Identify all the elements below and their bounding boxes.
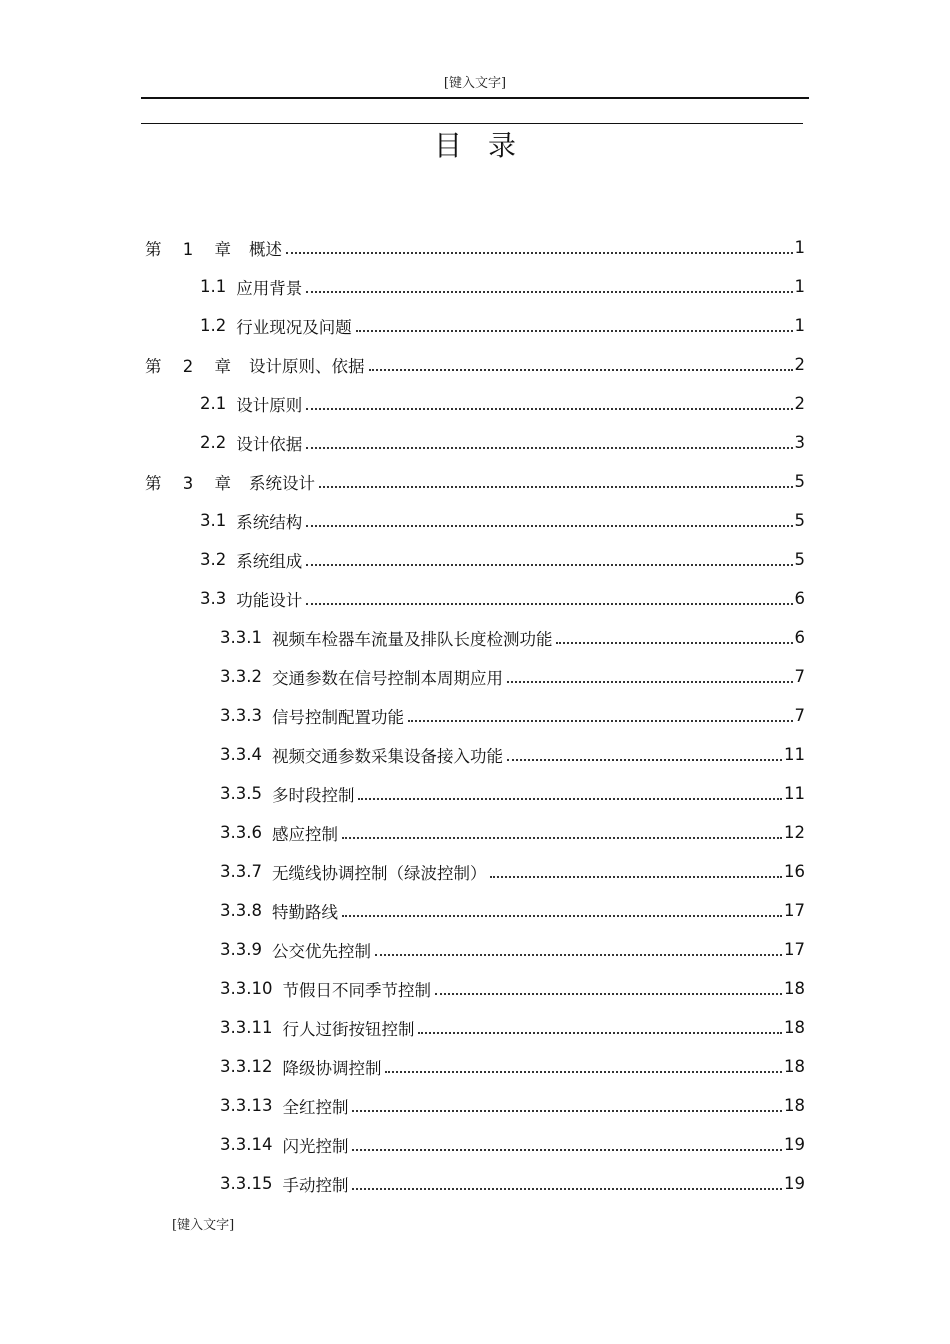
toc-entry-label: 视频交通参数采集设备接入功能 (271, 746, 503, 766)
toc-entry[interactable] (220, 1008, 805, 1047)
toc-dot-leader (375, 954, 782, 956)
toc-entry-number: 2.1 (200, 394, 227, 413)
toc-entry-number: 3.3.13 (220, 1096, 273, 1115)
toc-entry[interactable] (220, 735, 805, 774)
toc-entry[interactable] (200, 423, 805, 462)
toc-dot-leader (356, 330, 793, 332)
toc-entry-number: 3.3.7 (220, 862, 262, 881)
toc-entry-label: 多时段控制 (271, 785, 355, 805)
toc-entry[interactable] (220, 1047, 805, 1086)
toc-entry-number: 3.3.15 (220, 1174, 273, 1193)
toc-entry[interactable] (220, 969, 805, 1008)
toc-entry-page: 1 (794, 316, 805, 335)
toc-entry[interactable] (200, 501, 805, 540)
toc-dot-leader (342, 915, 782, 917)
toc-dot-leader (352, 1188, 782, 1190)
toc-entry-page: 5 (794, 472, 805, 491)
page-footer-placeholder[interactable]: [键入文字] (172, 1218, 235, 1233)
toc-dot-leader (306, 408, 792, 410)
toc-entry-label: 闪光控制 (282, 1136, 349, 1156)
toc-entry-label: 概述 (249, 239, 282, 259)
toc-dot-leader (358, 798, 782, 800)
toc-entry-page: 7 (794, 706, 805, 725)
toc-entry[interactable] (145, 228, 805, 267)
toc-entry-label: 系统组成 (236, 551, 303, 571)
toc-entry-label: 系统结构 (236, 512, 303, 532)
toc-entry-page: 18 (784, 1018, 805, 1037)
toc-dot-leader (408, 720, 793, 722)
toc-entry-number: 第 1 章 (145, 239, 239, 259)
toc-entry-number: 3.3.8 (220, 901, 262, 920)
toc-dot-leader (507, 681, 793, 683)
toc-dot-leader (435, 993, 782, 995)
toc-entry-label: 手动控制 (282, 1175, 349, 1195)
toc-entry-number: 第 2 章 (145, 356, 239, 376)
toc-entry-label: 节假日不同季节控制 (282, 980, 431, 1000)
toc-entry-page: 2 (794, 355, 805, 374)
toc-entry[interactable] (145, 345, 805, 384)
toc-dot-leader (306, 291, 792, 293)
toc-entry-page: 1 (794, 238, 805, 257)
toc-entry-label: 应用背景 (236, 278, 303, 298)
toc-entry-page: 12 (784, 823, 805, 842)
toc-dot-leader (556, 642, 792, 644)
toc-entry-label: 功能设计 (236, 590, 303, 610)
toc-entry[interactable] (220, 696, 805, 735)
toc-entry-number: 3.1 (200, 511, 227, 530)
toc-entry[interactable] (220, 618, 805, 657)
toc-entry-label: 无缆线协调控制（绿波控制） (271, 863, 487, 883)
toc-entry-label: 全红控制 (282, 1097, 349, 1117)
toc-entry-number: 3.3.4 (220, 745, 262, 764)
toc-entry-number: 1.1 (200, 277, 227, 296)
toc-entry-label: 视频车检器车流量及排队长度检测功能 (271, 629, 553, 649)
toc-entry[interactable] (200, 384, 805, 423)
toc-entry-page: 6 (794, 589, 805, 608)
toc-entry-page: 7 (794, 667, 805, 686)
toc-entry[interactable] (220, 930, 805, 969)
toc-entry-number: 3.3.5 (220, 784, 262, 803)
toc-entry-page: 16 (784, 862, 805, 881)
toc-entry-label: 设计原则、依据 (249, 356, 365, 376)
toc-entry-label: 信号控制配置功能 (271, 707, 404, 727)
toc-dot-leader (369, 369, 793, 371)
toc-entry-number: 3.3.1 (220, 628, 262, 647)
toc-entry-page: 5 (794, 550, 805, 569)
toc-entry-page: 17 (784, 940, 805, 959)
toc-entry-page: 18 (784, 979, 805, 998)
toc-dot-leader (352, 1110, 782, 1112)
toc-dot-leader (342, 837, 782, 839)
toc-entry-page: 11 (784, 784, 805, 803)
toc-entry-label: 特勤路线 (271, 902, 338, 922)
toc-entry[interactable] (220, 813, 805, 852)
toc-entry[interactable] (200, 306, 805, 345)
toc-entry-label: 公交优先控制 (271, 941, 371, 961)
toc-entry-number: 2.2 (200, 433, 227, 452)
toc-entry-page: 6 (794, 628, 805, 647)
toc-entry[interactable] (200, 540, 805, 579)
toc-entry-label: 行人过街按钮控制 (282, 1019, 415, 1039)
toc-entry-label: 降级协调控制 (282, 1058, 382, 1078)
toc-entry-label: 系统设计 (249, 473, 315, 493)
toc-entry[interactable] (220, 1125, 805, 1164)
toc-entry-label: 行业现况及问题 (236, 317, 352, 337)
toc-dot-leader (306, 603, 792, 605)
toc-title: 目录 (433, 129, 542, 162)
toc-entry-page: 18 (784, 1057, 805, 1076)
toc-entry-number: 3.3.3 (220, 706, 262, 725)
header-rule (141, 97, 809, 99)
toc-dot-leader (507, 759, 782, 761)
toc-dot-leader (306, 564, 792, 566)
toc-entry[interactable] (220, 852, 805, 891)
toc-entry-page: 2 (794, 394, 805, 413)
toc-dot-leader (286, 252, 793, 254)
toc-entry[interactable] (220, 1086, 805, 1125)
toc-entry-number: 3.2 (200, 550, 227, 569)
toc-dot-leader (306, 525, 792, 527)
toc-dot-leader (490, 876, 782, 878)
toc-entry-label: 设计原则 (236, 395, 303, 415)
toc-dot-leader (306, 447, 792, 449)
toc-entry[interactable] (145, 462, 805, 501)
toc-entry-number: 3.3 (200, 589, 227, 608)
toc-entry-page: 11 (784, 745, 805, 764)
toc-entry[interactable] (200, 579, 805, 618)
toc-entry-page: 19 (784, 1135, 805, 1154)
toc-entry-label: 感应控制 (271, 824, 338, 844)
toc-entry-page: 17 (784, 901, 805, 920)
toc-entry-number: 3.3.10 (220, 979, 273, 998)
toc-entry-number: 1.2 (200, 316, 227, 335)
toc-entry-number: 3.3.9 (220, 940, 262, 959)
toc-entry-page: 19 (784, 1174, 805, 1193)
toc-dot-leader (385, 1071, 782, 1073)
toc-entry[interactable] (220, 657, 805, 696)
toc-entry-number: 3.3.14 (220, 1135, 273, 1154)
toc-entry-number: 3.3.12 (220, 1057, 273, 1076)
toc-entry[interactable] (220, 1164, 805, 1203)
toc-entry[interactable] (220, 774, 805, 813)
toc-entry-page: 5 (794, 511, 805, 530)
toc-dot-leader (319, 486, 793, 488)
toc-entry-page: 3 (794, 433, 805, 452)
toc-entry-number: 第 3 章 (145, 473, 239, 493)
toc-entry-number: 3.3.11 (220, 1018, 273, 1037)
toc-entry-label: 设计依据 (236, 434, 303, 454)
toc-entry-number: 3.3.6 (220, 823, 262, 842)
toc-entry-number: 3.3.2 (220, 667, 262, 686)
toc-dot-leader (418, 1032, 782, 1034)
toc-entry-page: 1 (794, 277, 805, 296)
toc-entry[interactable] (200, 267, 805, 306)
toc-entry-page: 18 (784, 1096, 805, 1115)
toc-dot-leader (352, 1149, 782, 1151)
toc-entry[interactable] (220, 891, 805, 930)
toc-entry-label: 交通参数在信号控制本周期应用 (271, 668, 503, 688)
page-header-placeholder[interactable]: [键入文字] (443, 76, 507, 91)
